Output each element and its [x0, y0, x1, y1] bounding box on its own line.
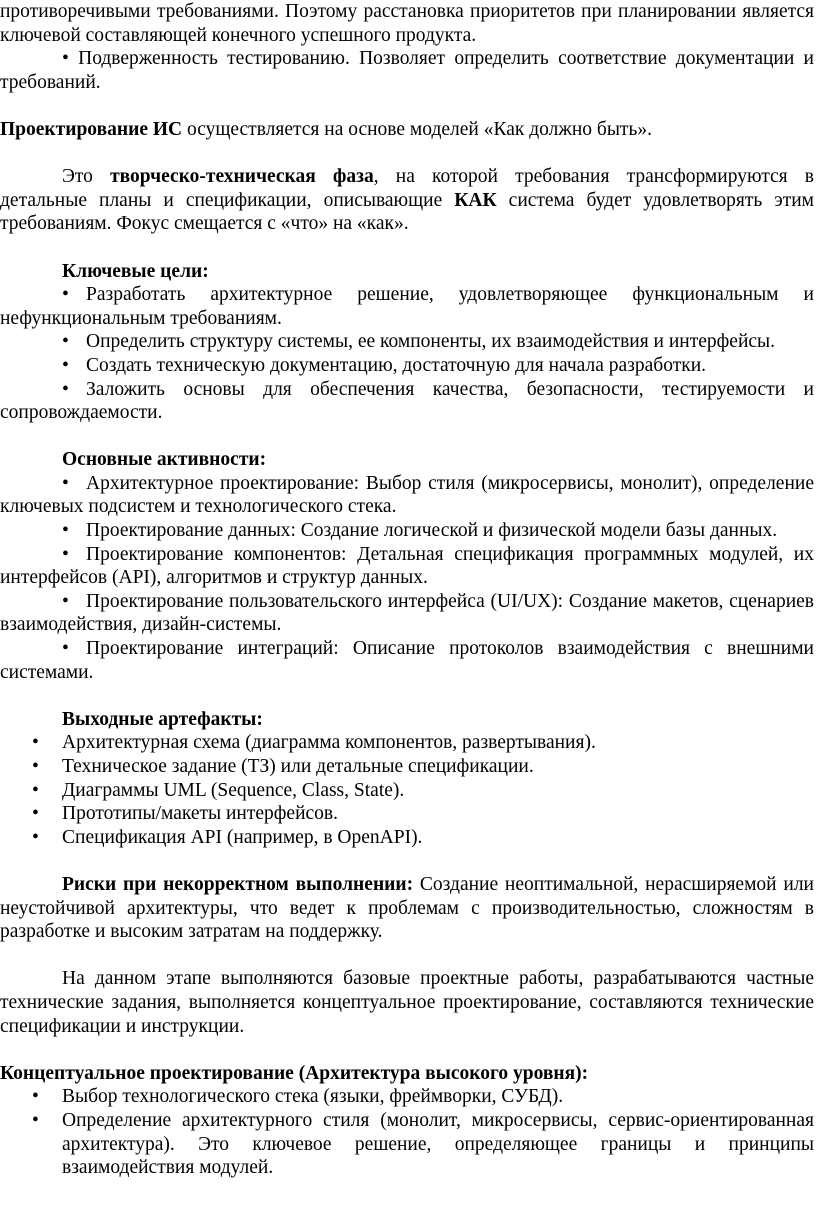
list-item — [0, 330, 814, 354]
list-item — [0, 637, 814, 684]
list-item — [0, 731, 814, 755]
conceptual-list — [0, 1085, 814, 1179]
bullet-icon: • — [32, 1086, 39, 1108]
list-item — [0, 472, 814, 519]
bullet-icon: • — [62, 590, 69, 612]
list-item-text: Техническое задание (ТЗ) или детальные спецификации. — [62, 756, 534, 777]
list-item-text: Проектирование данных: Создание логической и физической модели базы данных. — [86, 520, 778, 542]
list-item-text: Диаграммы UML (Sequence, Class, State). — [62, 779, 405, 801]
bullet-icon: • — [32, 732, 39, 754]
intro-paragraph: противоречивыми требованиями. Поэтому расстановка приоритетов при планировании является ключевой составляющей конечного успешного продукта. — [0, 1, 814, 46]
design-phase-paragraph — [0, 165, 814, 236]
bullet-icon: • — [62, 520, 69, 542]
bullet-icon: • — [62, 284, 69, 306]
design-text-mid: , на которой требования трансформируются в детальные планы и спецификации, описывающие — [0, 166, 815, 211]
design-title-paragraph — [0, 118, 814, 142]
list-item — [0, 590, 814, 637]
list-item — [0, 826, 814, 850]
testability-paragraph — [0, 47, 814, 94]
list-item-text: Проектирование пользовательского интерфейса (UI/UX): Создание макетов, сценариев взаимодействия, дизайн-системы. — [0, 590, 814, 636]
bullet-icon: • — [62, 331, 69, 353]
design-title: Проектирование ИС — [0, 118, 183, 140]
artifacts-list — [0, 731, 814, 849]
bullet-icon: • — [62, 378, 69, 400]
stage-paragraph: На данном этапе выполняются базовые проектные работы, разрабатываются частные технические задания, выполняется концептуальное проектирование, составляются технические спецификации и инструкции. — [0, 968, 814, 1037]
design-title-rest: осуществляется на основе моделей «Как должно быть». — [182, 118, 652, 140]
bullet-icon: • — [32, 803, 39, 825]
list-item-text: Определение архитектурного стиля (монолит, микросервисы, сервис-ориентированная архитектура). Это ключевое решение, определяющее границы и принципы взаимодействия модулей. — [62, 1109, 814, 1179]
risks-text: Создание неоптимальной, нерасширяемой или неустойчивой архитектуры, что ведет к проблемам с производительностью, сложностям в разработке и высоким затратам на поддержку. — [0, 873, 814, 943]
list-item — [0, 543, 814, 590]
design-bold-phase: творческо-техническая фаза — [110, 166, 374, 188]
bullet-icon: • — [62, 354, 69, 376]
bullet-icon: • — [32, 779, 39, 801]
conceptual-heading: Концептуальное проектирование (Архитектура высокого уровня): — [0, 1062, 589, 1084]
list-item — [0, 1085, 814, 1109]
list-item — [0, 802, 814, 826]
list-item-text: Архитектурная схема (диаграмма компонентов, развертывания). — [62, 732, 596, 754]
activities-list — [0, 472, 814, 684]
list-item — [0, 755, 814, 779]
design-text-post: система будет удовлетворять этим требованиям. Фокус смещается с «что» на «как». — [0, 189, 814, 235]
bullet-icon: • — [62, 638, 69, 660]
bullet-icon: • — [62, 543, 69, 565]
bullet-icon: • — [32, 756, 39, 777]
list-item-text: Определить структуру системы, ее компоненты, их взаимодействия и интерфейсы. — [86, 331, 776, 353]
list-item-text: Создать техническую документацию, достаточную для начала разработки. — [86, 354, 707, 376]
list-item-text: Прототипы/макеты интерфейсов. — [62, 803, 339, 825]
testability-text: Подверженность тестированию. Позволяет определить соответствие документации и требований. — [0, 48, 814, 93]
list-item-text: Спецификация API (например, в OpenAPI). — [62, 826, 423, 848]
bullet-icon: • — [32, 1109, 39, 1131]
list-item — [0, 354, 814, 378]
list-item — [0, 378, 814, 425]
list-item-text: Разработать архитектурное решение, удовлетворяющее функциональным и нефункциональным требованиям. — [0, 284, 814, 329]
list-item-text: Архитектурное проектирование: Выбор стиля (микросервисы, монолит), определение ключевых подсистем и технологического стека. — [0, 472, 814, 518]
list-item — [0, 1109, 814, 1180]
goals-heading: Ключевые цели: — [62, 260, 209, 282]
list-item-text: Проектирование компонентов: Детальная спецификация программных модулей, их интерфейсов (API), алгоритмов и структур данных. — [0, 543, 814, 589]
list-item-text: Проектирование интеграций: Описание протоколов взаимодействия с внешними системами. — [0, 638, 814, 683]
list-item — [0, 283, 814, 330]
list-item-text: Заложить основы для обеспечения качества, безопасности, тестируемости и сопровождаемости. — [0, 378, 814, 424]
bullet-icon: • — [62, 472, 69, 494]
risks-label: Риски при некорректном выполнении: — [62, 873, 414, 895]
artifacts-heading: Выходные артефакты: — [62, 708, 263, 730]
goals-list — [0, 283, 814, 425]
bullet-marker: • — [62, 48, 69, 70]
list-item — [0, 779, 814, 803]
activities-heading: Основные активности: — [62, 449, 267, 471]
list-item-text: Выбор технологического стека (языки, фреймворки, СУБД). — [62, 1086, 564, 1108]
risks-paragraph — [0, 873, 814, 944]
design-bold-how: КАК — [454, 189, 497, 211]
bullet-icon: • — [32, 826, 39, 848]
design-text-pre: Это — [62, 166, 111, 188]
list-item — [0, 519, 814, 543]
